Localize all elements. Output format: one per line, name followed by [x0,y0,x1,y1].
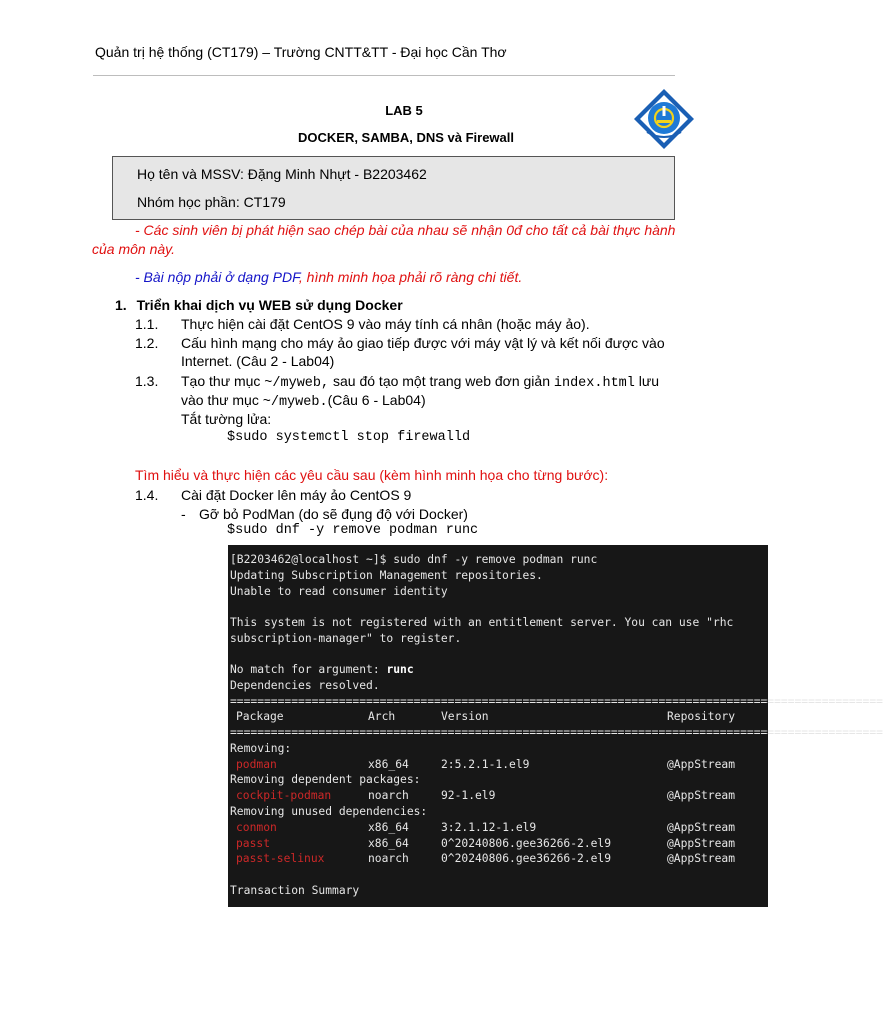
terminal-line: Removing: [230,742,292,755]
item-text: Cài đặt Docker lên máy ảo CentOS 9 [181,487,412,503]
terminal-line: Updating Subscription Management repositories. [230,569,543,582]
plagiarism-note-continued: của môn này. [92,241,176,257]
package-repo: @AppStream [667,837,736,850]
package-version: 92-1.el9 [441,789,496,802]
path-code: ~/myweb, [264,376,330,391]
lab-title: LAB 5 [385,103,423,118]
terminal-line: This system is not registered with an entitlement server. You can use "rhc [230,616,734,629]
terminal-line: Transaction Summary [230,884,360,897]
package-name: podman [236,758,277,771]
item-number: 1.3. [135,373,159,389]
package-arch: noarch [368,852,409,865]
item-number: 1.1. [135,316,159,332]
package-name: cockpit-podman [236,789,332,802]
item-text: Cấu hình mạng cho máy ảo giao tiếp được với máy vật lý và kết nối được vào [181,335,665,351]
column-version: Version [441,710,489,723]
package-name: passt-selinux [236,852,325,865]
package-name: passt [236,837,271,850]
terminal-line [230,663,414,676]
item-text: Tắt tường lửa: [181,411,272,427]
bullet-text: Gỡ bỏ PodMan (do sẽ đụng độ với Docker) [199,506,468,522]
instruction-text: Tìm hiểu và thực hiện các yêu cầu sau (kèm hình minh họa cho từng bước): [135,467,609,483]
column-arch: Arch [368,710,396,723]
terminal-line: Removing unused dependencies: [230,805,428,818]
filename-code: index.html [553,376,635,391]
university-logo-icon [633,88,695,150]
student-info-box [112,156,675,220]
terminal-line: Dependencies resolved. [230,679,380,692]
submission-detail: , hình minh họa phải rõ ràng chi tiết. [298,269,523,285]
text-run: vào thư mục [181,392,263,408]
item-text: Internet. (Câu 2 - Lab04) [181,353,335,369]
package-name: conmon [236,821,277,834]
submission-note [135,269,522,285]
item-text [181,372,659,393]
package-version: 2:5.2.1-1.el9 [441,758,530,771]
lab-subtitle: DOCKER, SAMBA, DNS và Firewall [298,130,514,145]
package-arch: noarch [368,789,409,802]
plagiarism-note: - Các sinh viên bị phát hiện sao chép bài của nhau sẽ nhận 0đ cho tất cả bài thực hành [135,222,676,238]
terminal-line: Unable to read consumer identity [230,585,448,598]
package-repo: @AppStream [667,821,736,834]
section-title: Triển khai dịch vụ WEB sử dụng Docker [136,297,403,313]
text-run: Tạo thư mục [181,373,265,389]
column-repository: Repository [667,710,736,723]
remove-podman-command: $sudo dnf -y remove podman runc [227,523,479,538]
submission-format: - Bài nộp phải ở dạng PDF [135,269,299,285]
package-version: 3:2.1.12-1.el9 [441,821,537,834]
course-group: Nhóm học phần: CT179 [137,194,286,210]
document-header: Quản trị hệ thống (CT179) – Trường CNTT&TT - Đại học Cần Thơ [95,44,507,60]
item-number: 1.2. [135,335,159,351]
text-run: lưu [634,373,660,389]
item-text: Thực hiện cài đặt CentOS 9 vào máy tính cá nhân (hoặc máy ảo). [181,316,590,332]
package-repo: @AppStream [667,852,736,865]
item-text [181,391,426,412]
item-number: 1.4. [135,487,159,503]
terminal-rule: ================================================================================================ [230,726,883,739]
package-arch: x86_64 [368,758,409,771]
header-divider [93,75,675,76]
package-arch: x86_64 [368,821,409,834]
section-heading [115,296,403,315]
student-name: Họ tên và MSSV: Đặng Minh Nhựt - B2203462 [137,166,427,182]
text-run: (Câu 6 - Lab04) [327,392,426,408]
terminal-arg: runc [386,663,414,676]
terminal-text: No match for argument: [230,663,387,676]
terminal-prompt: [B2203462@localhost ~]$ sudo dnf -y remove podman runc [230,553,598,566]
terminal-rule: ================================================================================================ [230,695,883,708]
terminal-line: Removing dependent packages: [230,773,421,786]
package-repo: @AppStream [667,789,736,802]
terminal-line: subscription-manager" to register. [230,632,462,645]
package-arch: x86_64 [368,837,409,850]
terminal-screenshot [228,545,883,907]
section-number: 1. [115,297,127,313]
package-version: 0^20240806.gee36266-2.el9 [441,837,612,850]
bullet-dash: - [181,506,186,522]
package-version: 0^20240806.gee36266-2.el9 [441,852,612,865]
package-repo: @AppStream [667,758,736,771]
column-package: Package [236,710,284,723]
text-run: sau đó tạo một trang web đơn giản [329,373,554,389]
path-code: ~/myweb. [262,395,328,410]
firewall-command: $sudo systemctl stop firewalld [227,430,471,445]
